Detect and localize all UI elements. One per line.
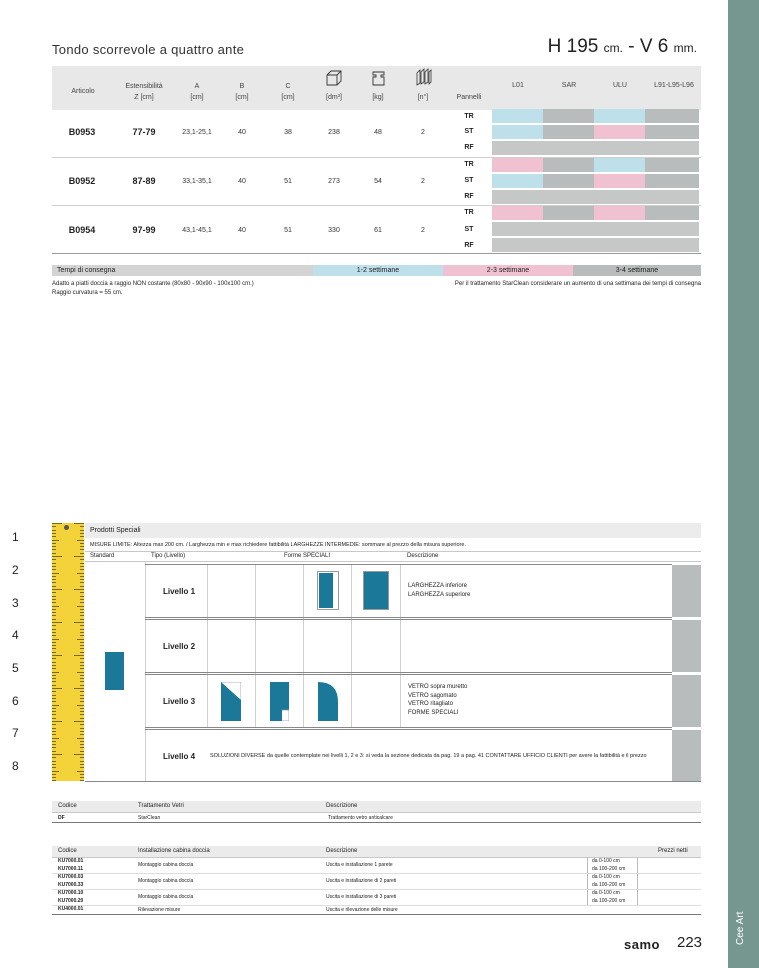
ruler-tick xyxy=(80,609,84,610)
ruler-number: 8 xyxy=(12,759,19,773)
ruler-number: 7 xyxy=(12,726,19,740)
ruler-tick xyxy=(52,609,56,610)
install-code: KU7000.33 xyxy=(58,882,84,888)
legend-2-3-weeks: 2-3 settimane xyxy=(443,265,573,276)
ruler-tick xyxy=(80,546,84,547)
ruler-tick xyxy=(52,622,62,623)
col-articolo: Articolo xyxy=(71,88,95,95)
ruler-tick xyxy=(52,543,56,544)
ruler-tick xyxy=(80,718,84,719)
ruler-number: 1 xyxy=(12,530,19,544)
ruler-tick xyxy=(80,632,84,633)
brand-logo: samo xyxy=(624,937,660,952)
ruler-tick xyxy=(80,675,84,676)
side-band xyxy=(728,0,759,968)
col-sar: SAR xyxy=(561,82,577,89)
measuring-ruler xyxy=(52,523,84,781)
ruler-tick xyxy=(52,632,56,633)
ruler-tick xyxy=(80,642,84,643)
ruler-tick xyxy=(80,612,84,613)
ruler-tick xyxy=(52,582,56,583)
ruler-tick xyxy=(80,714,84,715)
ruler-tick xyxy=(80,619,84,620)
level-3-description: VETRO sopra muretto VETRO sagomato VETRO ritagliato FORME SPECIALI xyxy=(408,684,468,716)
ruler-tick xyxy=(77,540,84,541)
ruler-tick xyxy=(52,675,56,676)
ruler-tick xyxy=(80,645,84,646)
ruler-tick xyxy=(80,579,84,580)
glass-panels-icon xyxy=(416,68,432,86)
special-title-bar xyxy=(85,523,701,538)
ruler-tick xyxy=(52,767,56,768)
ruler-tick xyxy=(52,691,56,692)
ruler-tick xyxy=(80,764,84,765)
ruler-tick xyxy=(52,566,56,567)
ruler-tick xyxy=(74,688,84,689)
ruler-tick xyxy=(80,757,84,758)
ruler-tick xyxy=(52,639,59,640)
sloped-panel-shape xyxy=(221,682,241,726)
weight-icon xyxy=(371,70,386,86)
col-tipo: Tipo (Livello) xyxy=(151,553,186,559)
standard-panel-shape xyxy=(105,652,124,690)
ruler-tick xyxy=(52,721,62,722)
wide-panel-shape xyxy=(363,571,389,610)
ruler-tick xyxy=(52,658,56,659)
ruler-tick xyxy=(80,685,84,686)
ruler-tick xyxy=(52,741,56,742)
glass-table-header: Codice Trattamento Vetri Descrizione xyxy=(52,801,701,812)
col-volume: [dm³] xyxy=(326,94,342,101)
ruler-tick xyxy=(52,645,56,646)
ruler-tick xyxy=(74,556,84,557)
ruler-tick xyxy=(52,606,59,607)
col-standard: Standard xyxy=(90,553,115,559)
ruler-tick xyxy=(80,652,84,653)
ruler-tick xyxy=(52,536,56,537)
ruler-tick xyxy=(80,599,84,600)
ruler-tick xyxy=(52,576,56,577)
install-type: Montaggio cabina doccia xyxy=(138,878,194,884)
install-code: KU7000.03 xyxy=(58,874,84,880)
ruler-tick xyxy=(52,695,56,696)
ruler-tick xyxy=(52,619,56,620)
ruler-tick xyxy=(52,764,56,765)
ruler-tick xyxy=(80,533,84,534)
ruler-tick xyxy=(80,701,84,702)
install-code: KU4000.01 xyxy=(58,906,84,912)
glass-treatment: StarClean xyxy=(138,815,161,821)
ruler-number: 3 xyxy=(12,596,19,610)
ruler-tick xyxy=(77,606,84,607)
note-starclean: Per il trattamento StarClean considerare un aumento di una settimana dei tempi di consegna xyxy=(454,281,701,287)
ruler-tick xyxy=(52,592,56,593)
ruler-tick xyxy=(80,582,84,583)
ruler-tick xyxy=(52,573,59,574)
ruler-tick xyxy=(80,695,84,696)
ruler-number: 6 xyxy=(12,694,19,708)
ruler-tick xyxy=(80,563,84,564)
ruler-tick xyxy=(77,738,84,739)
ruler-tick xyxy=(52,556,62,557)
install-desc: Uscita e rilevazione delle misure xyxy=(326,907,398,913)
ruler-tick xyxy=(52,553,56,554)
ruler-tick xyxy=(52,668,56,669)
install-code: KU7000.11 xyxy=(58,866,84,872)
ruler-tick xyxy=(77,639,84,640)
ruler-tick xyxy=(77,705,84,706)
ruler-tick xyxy=(52,705,59,706)
narrow-panel-shape xyxy=(317,571,339,610)
ruler-tick xyxy=(80,549,84,550)
col-weight: [kg] xyxy=(372,94,384,101)
ruler-number: 5 xyxy=(12,661,19,675)
col-pannelli: Pannelli xyxy=(456,94,482,101)
ruler-tick xyxy=(80,731,84,732)
row-divider xyxy=(52,253,701,254)
ruler-tick xyxy=(80,681,84,682)
ruler-tick xyxy=(52,780,56,781)
ruler-tick xyxy=(80,711,84,712)
install-code: KU7000.20 xyxy=(58,898,84,904)
special-limits: MISURE LIMITE: Altezza max 200 cm. / Larghezza min e max richiedere fattibilità LARGHEZZE INTERMEDIE: sommare al prezzo della misura superiore. xyxy=(90,542,466,548)
glass-description: Trattamento vetro anticalcare xyxy=(328,815,393,821)
col-descrizione: Descrizione xyxy=(407,553,439,559)
ruler-tick xyxy=(52,724,56,725)
ruler-tick xyxy=(52,530,56,531)
ruler-tick xyxy=(74,655,84,656)
install-desc: Uscita e installazione di 3 pareti xyxy=(326,894,397,900)
ruler-tick xyxy=(77,573,84,574)
ruler-tick xyxy=(52,685,56,686)
ruler-tick xyxy=(80,658,84,659)
ruler-tick xyxy=(80,553,84,554)
ruler-number: 2 xyxy=(12,563,19,577)
ruler-tick xyxy=(52,579,56,580)
ruler-tick xyxy=(80,530,84,531)
ruler-tick xyxy=(80,724,84,725)
ruler-tick xyxy=(52,652,56,653)
col-estensibilita: Estensibilità Z [cm] xyxy=(125,83,163,101)
ruler-tick xyxy=(80,780,84,781)
col-b: B [cm] xyxy=(235,83,249,101)
ruler-number: 4 xyxy=(12,628,19,642)
ruler-tick xyxy=(52,629,56,630)
ruler-tick xyxy=(52,751,56,752)
level-2-label: Livello 2 xyxy=(163,642,196,651)
ruler-tick xyxy=(80,629,84,630)
ruler-tick xyxy=(52,714,56,715)
price-range: da 100-200 cm xyxy=(592,882,626,888)
ruler-tick xyxy=(52,625,56,626)
ruler-tick xyxy=(52,589,62,590)
ruler-tick xyxy=(52,734,56,735)
ruler-tick xyxy=(80,635,84,636)
level-4-description: SOLUZIONI DIVERSE da quelle contemplate nei livelli 1, 2 e 3: si veda la sezione dedicata da pag. 19 a pag. 41 CONTATTARE UFFICIO CLIENTI per avere la fattibilità e il prezzo xyxy=(210,753,647,759)
ruler-tick xyxy=(80,576,84,577)
ruler-tick xyxy=(52,728,56,729)
ruler-tick xyxy=(74,721,84,722)
price-cell xyxy=(672,620,701,672)
ruler-tick xyxy=(80,698,84,699)
price-range: da 0-100 cm xyxy=(592,874,620,880)
ruler-tick xyxy=(52,599,56,600)
ruler-tick xyxy=(80,592,84,593)
ruler-tick xyxy=(52,718,56,719)
ruler-tick xyxy=(80,586,84,587)
note-plate: Adatto a piatti doccia a raggio NON costante (80x80 - 90x90 - 100x100 cm.) xyxy=(52,281,254,287)
ruler-tick xyxy=(52,648,56,649)
ruler-tick xyxy=(52,701,56,702)
ruler-tick xyxy=(80,728,84,729)
ruler-tick xyxy=(52,549,56,550)
ruler-tick xyxy=(80,744,84,745)
price-cell xyxy=(672,675,701,727)
ruler-tick xyxy=(80,668,84,669)
ruler-tick xyxy=(74,754,84,755)
col-forme: Forme SPECIALI xyxy=(284,553,331,559)
install-code: KU7000.01 xyxy=(58,858,84,864)
ruler-tick xyxy=(52,688,62,689)
ruler-tick xyxy=(74,589,84,590)
level-3-label: Livello 3 xyxy=(163,697,196,706)
curved-panel-shape xyxy=(318,682,338,726)
ruler-tick xyxy=(80,751,84,752)
ruler-tick xyxy=(52,744,56,745)
ruler-tick xyxy=(52,711,56,712)
ruler-tick xyxy=(52,586,56,587)
ruler-tick xyxy=(80,596,84,597)
ruler-tick xyxy=(80,559,84,560)
level-1-description: LARGHEZZA inferiore LARGHEZZA superiore xyxy=(408,583,471,598)
section-label: Cee Art xyxy=(735,911,746,945)
ruler-tick xyxy=(80,691,84,692)
ruler-tick xyxy=(80,747,84,748)
install-desc: Uscita e installazione 1 parete xyxy=(326,862,393,868)
ruler-tick xyxy=(80,526,84,527)
col-ulu: ULU xyxy=(612,82,627,89)
col-l91: L91-L95-L96 xyxy=(654,82,694,89)
ruler-tick xyxy=(52,596,56,597)
ruler-tick xyxy=(52,533,56,534)
ruler-tick xyxy=(52,738,59,739)
legend-1-2-weeks: 1-2 settimane xyxy=(313,265,443,276)
price-cell xyxy=(672,565,701,617)
col-l01: L01 xyxy=(512,82,524,89)
ruler-tick xyxy=(80,741,84,742)
ruler-tick xyxy=(77,672,84,673)
ruler-tick xyxy=(80,777,84,778)
install-desc: Uscita e installazione di 2 pareti xyxy=(326,878,397,884)
col-count: [n°] xyxy=(417,94,429,101)
ruler-tick xyxy=(52,526,56,527)
ruler-tick xyxy=(80,678,84,679)
ruler-tick xyxy=(80,648,84,649)
ruler-tick xyxy=(52,681,56,682)
ruler-tick xyxy=(80,566,84,567)
special-title: Prodotti Speciali xyxy=(90,527,141,534)
ruler-tick xyxy=(52,731,56,732)
note-radius: Raggio curvatura = 55 cm. xyxy=(52,290,123,296)
ruler-tick xyxy=(80,734,84,735)
box-volume-icon xyxy=(326,70,342,86)
ruler-tick xyxy=(80,615,84,616)
ruler-tick xyxy=(74,523,84,524)
price-range: da 100-200 cm xyxy=(592,866,626,872)
ruler-tick xyxy=(52,615,56,616)
ruler-tick xyxy=(80,569,84,570)
ruler-tick xyxy=(74,622,84,623)
ruler-tick xyxy=(80,602,84,603)
ruler-tick xyxy=(52,757,56,758)
ruler-tick xyxy=(52,747,56,748)
ruler-tick xyxy=(52,655,62,656)
install-table-header: Codice Installazione cabina doccia Descrizione Prezzi netti xyxy=(52,846,701,857)
ruler-tick xyxy=(52,672,59,673)
ruler-tick xyxy=(52,540,59,541)
level-4-label: Livello 4 xyxy=(163,752,196,761)
legend-3-4-weeks: 3-4 settimane xyxy=(573,265,701,276)
ruler-tick xyxy=(52,754,62,755)
install-code: KU7000.10 xyxy=(58,890,84,896)
ruler-tick xyxy=(52,642,56,643)
ruler-tick xyxy=(52,698,56,699)
price-range: da 100-200 cm xyxy=(592,898,626,904)
level-1-label: Livello 1 xyxy=(163,587,196,596)
col-a: A [cm] xyxy=(190,83,204,101)
ruler-tick xyxy=(80,543,84,544)
ruler-tick xyxy=(80,761,84,762)
ruler-tick xyxy=(52,774,56,775)
price-range: da 0-100 cm xyxy=(592,858,620,864)
dimensions: H 195 cm. - V 6 mm. xyxy=(547,36,697,57)
ruler-tick xyxy=(52,678,56,679)
page-number: 223 xyxy=(677,934,703,951)
ruler-tick xyxy=(52,612,56,613)
ruler-tick xyxy=(52,523,62,524)
delivery-label: Tempi di consegna xyxy=(52,265,313,276)
ruler-tick xyxy=(80,708,84,709)
ruler-tick xyxy=(52,569,56,570)
ruler-tick xyxy=(52,761,56,762)
ruler-tick xyxy=(52,559,56,560)
ruler-tick xyxy=(52,635,56,636)
ruler-tick xyxy=(77,771,84,772)
col-c: C [cm] xyxy=(281,83,295,101)
page-title: Tondo scorrevole a quattro ante xyxy=(52,42,245,57)
ruler-tick xyxy=(52,771,59,772)
ruler-tick xyxy=(52,602,56,603)
ruler-tick xyxy=(80,625,84,626)
price-range: da 0-100 cm xyxy=(592,890,620,896)
ruler-tick xyxy=(52,546,56,547)
ruler-tick xyxy=(52,665,56,666)
install-type: Montaggio cabina doccia xyxy=(138,862,194,868)
ruler-tick xyxy=(52,708,56,709)
install-type: Rilevazione misure xyxy=(138,907,181,913)
ruler-tick xyxy=(52,777,56,778)
price-cell xyxy=(672,730,701,781)
glass-code: DF xyxy=(58,815,65,821)
notched-panel-shape xyxy=(270,682,289,726)
ruler-tick xyxy=(80,662,84,663)
ruler-tick xyxy=(52,563,56,564)
ruler-tick xyxy=(80,536,84,537)
ruler-tick xyxy=(80,767,84,768)
ruler-tick xyxy=(52,662,56,663)
install-type: Montaggio cabina doccia xyxy=(138,894,194,900)
ruler-tick xyxy=(80,665,84,666)
ruler-tick xyxy=(80,774,84,775)
